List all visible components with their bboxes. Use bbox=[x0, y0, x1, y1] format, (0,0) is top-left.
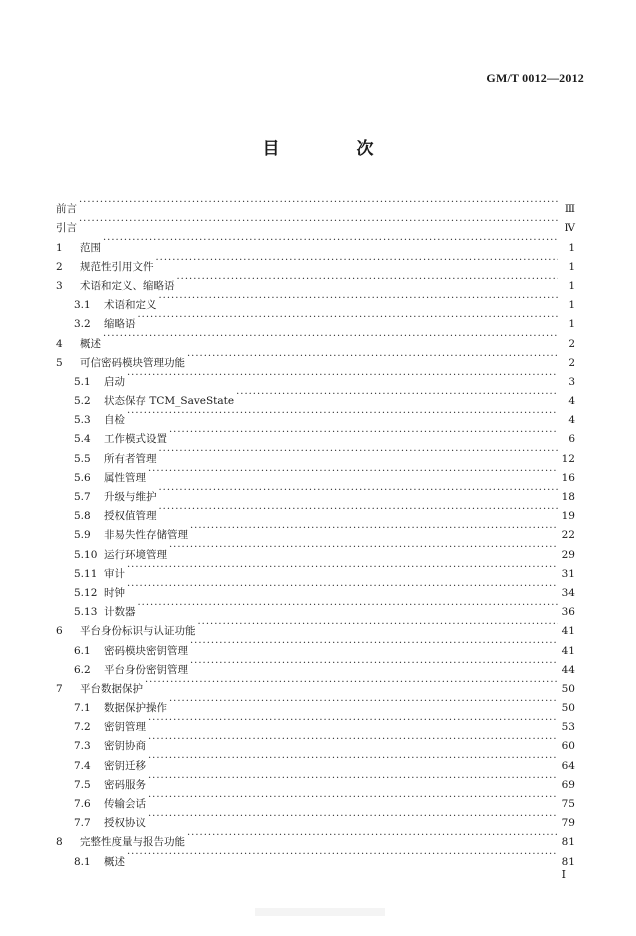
toc-entry-page: 69 bbox=[558, 776, 575, 795]
toc-entry-label: 升级与维护 bbox=[104, 491, 157, 503]
toc-leader-dots bbox=[148, 711, 558, 730]
toc-entry-label: 属性管理 bbox=[104, 471, 146, 484]
toc-entry-number: 5.7 bbox=[74, 491, 91, 503]
toc-entry-page: 50 bbox=[558, 699, 575, 718]
toc-entry-page: 44 bbox=[558, 661, 575, 680]
toc-leader-dots bbox=[79, 212, 558, 231]
toc-entry-label: 术语和定义、缩略语 bbox=[80, 279, 175, 292]
toc-leader-dots bbox=[103, 231, 558, 250]
toc-leader-dots bbox=[187, 826, 558, 845]
toc-leader-dots bbox=[169, 423, 558, 442]
page-title: 目 次 bbox=[262, 139, 404, 159]
toc-entry-label: 缩略语 bbox=[104, 318, 136, 331]
toc-leader-dots bbox=[159, 289, 559, 308]
toc-entry-number: 3 bbox=[56, 279, 63, 292]
toc-entry-label: 授权值管理 bbox=[104, 510, 157, 523]
toc-entry-label: 密钥迁移 bbox=[104, 759, 146, 772]
toc-entry[interactable] bbox=[56, 347, 575, 369]
toc-entry-number: 5.2 bbox=[74, 395, 91, 408]
toc-entry[interactable] bbox=[56, 327, 575, 350]
toc-leader-dots bbox=[148, 749, 558, 768]
toc-leader-dots bbox=[236, 385, 558, 404]
toc-entry-number: 8.1 bbox=[74, 855, 91, 868]
toc-entry-page: 34 bbox=[558, 584, 575, 603]
toc-entry-label: 运行环境管理 bbox=[104, 548, 167, 561]
toc-entry-page: 75 bbox=[558, 795, 575, 814]
toc-entry-page: 81 bbox=[558, 853, 575, 872]
toc-entry-number: 3.1 bbox=[74, 299, 91, 312]
toc-entry-number: 7.4 bbox=[74, 759, 91, 772]
toc-entry-number: 5.6 bbox=[74, 471, 91, 484]
toc-leader-dots bbox=[127, 404, 558, 423]
toc-entry-number: 7.2 bbox=[74, 721, 91, 734]
toc-entry-page: 1 bbox=[558, 277, 575, 296]
toc-leader-dots bbox=[177, 270, 559, 289]
toc-entry[interactable] bbox=[56, 577, 575, 599]
toc-entry-label: 密钥协商 bbox=[104, 740, 146, 753]
page-number: Ⅰ bbox=[561, 869, 566, 881]
toc-entry-page: 36 bbox=[558, 603, 575, 622]
toc-entry-label: 规范性引用文件 bbox=[80, 260, 154, 273]
toc-entry-page: 31 bbox=[558, 565, 575, 584]
toc-entry[interactable] bbox=[56, 845, 575, 868]
toc-entry-label: 计数器 bbox=[104, 606, 136, 619]
toc-entry-label: 范围 bbox=[80, 241, 101, 254]
toc-entry-page: Ⅲ bbox=[558, 200, 575, 219]
table-of-contents bbox=[56, 193, 575, 868]
toc-entry-label: 平台数据保护 bbox=[80, 682, 143, 695]
toc-entry-number: 5.13 bbox=[74, 606, 98, 619]
toc-leader-dots bbox=[138, 596, 559, 615]
toc-entry-number: 5.5 bbox=[74, 452, 91, 465]
standard-code: GM/T 0012—2012 bbox=[486, 71, 584, 85]
toc-leader-dots bbox=[169, 538, 558, 557]
toc-entry-label: 引言 bbox=[56, 222, 77, 235]
toc-leader-dots bbox=[159, 481, 559, 500]
toc-entry-label: 概述 bbox=[80, 337, 101, 350]
toc-entry-label: 授权协议 bbox=[104, 817, 146, 830]
toc-entry-number: 6.2 bbox=[74, 663, 91, 676]
toc-entry-label: 时钟 bbox=[104, 586, 125, 599]
toc-entry-page: 6 bbox=[558, 430, 575, 449]
toc-entry-label: 完整性度量与报告功能 bbox=[80, 836, 185, 849]
toc-entry-label: 平台身份标识与认证功能 bbox=[80, 625, 196, 638]
toc-entry-page: 18 bbox=[558, 488, 575, 507]
toc-entry[interactable] bbox=[56, 366, 575, 388]
toc-entry-page: 79 bbox=[558, 814, 575, 833]
toc-entry-page: 16 bbox=[558, 469, 575, 488]
toc-entry-page: 41 bbox=[558, 642, 575, 661]
toc-entry-label: 启动 bbox=[104, 375, 125, 388]
toc-entry[interactable] bbox=[56, 212, 575, 235]
toc-leader-dots bbox=[187, 347, 558, 366]
toc-entry-number: 8 bbox=[56, 836, 63, 849]
toc-entry-number: 7.5 bbox=[74, 778, 91, 791]
toc-entry-page: 3 bbox=[558, 373, 575, 392]
toc-entry-number: 5 bbox=[56, 356, 63, 369]
toc-entry-page: 1 bbox=[558, 239, 575, 258]
toc-entry-label: 术语和定义 bbox=[104, 299, 157, 312]
toc-entry-label: 数据保护操作 bbox=[104, 702, 167, 715]
toc-entry-number: 6.1 bbox=[74, 644, 91, 657]
toc-entry-number: 2 bbox=[56, 260, 63, 273]
toc-entry-number: 7.7 bbox=[74, 817, 91, 830]
toc-leader-dots bbox=[148, 462, 558, 481]
toc-leader-dots bbox=[159, 442, 559, 461]
toc-entry-label: 概述 bbox=[104, 855, 125, 868]
toc-entry[interactable] bbox=[56, 385, 575, 408]
toc-entry-page: 29 bbox=[558, 546, 575, 565]
toc-leader-dots bbox=[127, 366, 558, 385]
toc-entry-page: 22 bbox=[558, 526, 575, 545]
toc-entry-page: 4 bbox=[558, 411, 575, 430]
toc-entry-page: 12 bbox=[558, 450, 575, 469]
toc-entry-number: 5.11 bbox=[74, 567, 98, 580]
toc-entry-page: 2 bbox=[558, 335, 575, 354]
toc-entry-number: 7 bbox=[56, 682, 63, 695]
toc-entry-label: 传输会话 bbox=[104, 798, 146, 810]
toc-entry-number: 5.3 bbox=[74, 414, 91, 427]
toc-entry[interactable] bbox=[56, 251, 575, 273]
toc-leader-dots bbox=[127, 577, 558, 596]
toc-entry[interactable] bbox=[56, 596, 575, 619]
toc-leader-dots bbox=[127, 558, 558, 577]
toc-leader-dots bbox=[159, 500, 559, 519]
toc-leader-dots bbox=[156, 251, 559, 270]
toc-leader-dots bbox=[148, 788, 558, 807]
toc-entry-label: 前言 bbox=[56, 203, 77, 216]
toc-leader-dots bbox=[138, 308, 559, 327]
toc-entry-label: 密钥管理 bbox=[104, 721, 146, 734]
toc-entry-label: 可信密码模块管理功能 bbox=[80, 356, 185, 369]
toc-entry-page: 41 bbox=[558, 622, 575, 641]
toc-entry-page: Ⅳ bbox=[558, 219, 575, 238]
toc-entry-page: 2 bbox=[558, 354, 575, 373]
toc-entry[interactable] bbox=[56, 193, 575, 216]
toc-entry-label: 工作模式设置 bbox=[104, 433, 167, 446]
toc-entry-label: 所有者管理 bbox=[104, 452, 157, 465]
toc-leader-dots bbox=[103, 327, 558, 346]
toc-entry-label: 状态保存 TCM_SaveState bbox=[104, 395, 235, 408]
toc-leader-dots bbox=[148, 807, 558, 826]
toc-entry-page: 53 bbox=[558, 718, 575, 737]
toc-entry-page: 50 bbox=[558, 680, 575, 699]
toc-entry-label: 审计 bbox=[104, 567, 125, 580]
toc-entry-page: 4 bbox=[558, 392, 575, 411]
toc-leader-dots bbox=[148, 769, 558, 788]
toc-leader-dots bbox=[190, 634, 558, 653]
toc-entry-page: 81 bbox=[558, 833, 575, 852]
toc-entry-number: 3.2 bbox=[74, 318, 91, 331]
toc-entry-page: 1 bbox=[558, 296, 575, 315]
toc-leader-dots bbox=[169, 692, 558, 711]
toc-entry-number: 5.4 bbox=[74, 433, 91, 446]
toc-entry-number: 7.6 bbox=[74, 798, 91, 810]
toc-entry-label: 密码模块密钥管理 bbox=[104, 644, 188, 657]
toc-entry-number: 7.1 bbox=[74, 702, 91, 715]
toc-entry-page: 1 bbox=[558, 315, 575, 334]
toc-entry-number: 5.8 bbox=[74, 510, 91, 523]
toc-entry-label: 平台身份密钥管理 bbox=[104, 663, 188, 676]
toc-entry-number: 4 bbox=[56, 337, 63, 350]
toc-leader-dots bbox=[79, 193, 558, 212]
toc-entry-number: 6 bbox=[56, 625, 63, 638]
toc-leader-dots bbox=[145, 673, 558, 692]
toc-leader-dots bbox=[190, 519, 558, 538]
toc-leader-dots bbox=[198, 615, 559, 634]
toc-entry-number: 5.9 bbox=[74, 529, 91, 542]
toc-entry-label: 非易失性存储管理 bbox=[104, 529, 188, 542]
toc-leader-dots bbox=[148, 730, 558, 749]
toc-leader-dots bbox=[127, 845, 558, 864]
toc-entry-number: 7.3 bbox=[74, 740, 91, 753]
toc-entry[interactable] bbox=[56, 423, 575, 446]
toc-entry-label: 自检 bbox=[104, 414, 125, 427]
toc-leader-dots bbox=[190, 654, 558, 673]
toc-entry-number: 5.10 bbox=[74, 548, 98, 561]
toc-entry-page: 60 bbox=[558, 737, 575, 756]
toc-entry-page: 19 bbox=[558, 507, 575, 526]
footer-watermark bbox=[255, 908, 385, 916]
toc-entry-number: 5.12 bbox=[74, 586, 98, 599]
toc-entry[interactable] bbox=[56, 231, 575, 254]
toc-entry[interactable] bbox=[56, 558, 575, 580]
toc-entry-page: 1 bbox=[558, 258, 575, 277]
toc-entry[interactable] bbox=[56, 404, 575, 427]
toc-entry-number: 5.1 bbox=[74, 375, 91, 388]
toc-entry-label: 密码服务 bbox=[104, 778, 146, 791]
toc-entry-number: 1 bbox=[56, 241, 63, 254]
toc-entry-page: 64 bbox=[558, 757, 575, 776]
